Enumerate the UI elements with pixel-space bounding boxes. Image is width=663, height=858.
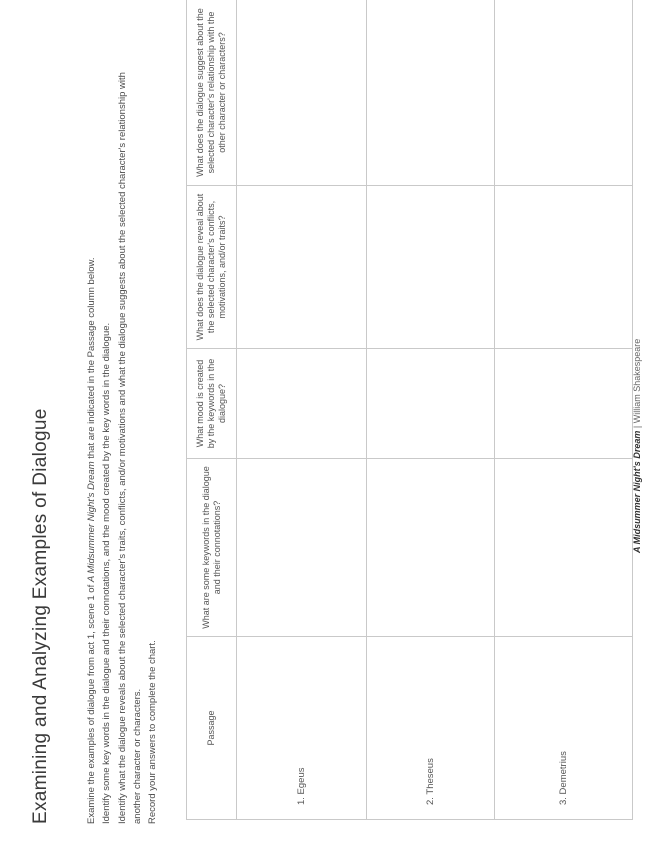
answer-cell[interactable] [237, 186, 367, 349]
header-relationship: What does the dialogue suggest about the selected character's relationship with the other character or characters? [187, 0, 237, 186]
answer-cell[interactable] [237, 459, 367, 637]
table-row [237, 0, 367, 820]
instruction-line-4: Record your answers to complete the chart. [147, 640, 159, 824]
instruction-1-text: Examine the examples of dialogue from act 1, scene 1 of [86, 582, 97, 824]
answer-cell[interactable] [495, 186, 633, 349]
answer-cell[interactable] [367, 459, 495, 637]
passage-egeus: 1. Egeus [237, 637, 367, 820]
footer-work-title: A Midsummer Night's Dream [632, 430, 642, 553]
answer-cell[interactable] [495, 349, 633, 459]
table-row [495, 0, 633, 820]
answer-cell[interactable] [237, 349, 367, 459]
dialogue-chart [186, 0, 633, 820]
header-mood: What mood is created by the keywords in the dialogue? [187, 349, 237, 459]
table-row [367, 0, 495, 820]
footer-author: William Shakespeare [632, 338, 642, 424]
header-reveal: What does the dialogue reveal about the selected character's conflicts, motivations, and/or traits? [187, 186, 237, 349]
instructions [84, 24, 160, 824]
instruction-line-2: Identify some key words in the dialogue and their connotations, and the mood created by the key words in the dialogue. [101, 322, 113, 824]
chart-header-row [187, 0, 237, 820]
footer [632, 339, 642, 553]
instruction-line-3: Identify what the dialogue reveals about the selected character's traits, conflicts, and/or motivations and what the dialogue suggests about the selected character's relationship with another character or characters. [116, 72, 143, 824]
answer-cell[interactable] [237, 0, 367, 186]
header-passage: Passage [187, 637, 237, 820]
instruction-1-text-end: that are indicated in the Passage column below. [86, 257, 97, 462]
answer-cell[interactable] [367, 349, 495, 459]
answer-cell[interactable] [367, 186, 495, 349]
answer-cell[interactable] [495, 459, 633, 637]
answer-cell[interactable] [367, 0, 495, 186]
passage-demetrius: 3. Demetrius [495, 637, 633, 820]
page-title: Examining and Analyzing Examples of Dialogue [30, 408, 51, 824]
answer-cell[interactable] [495, 0, 633, 186]
instruction-line-1 [84, 24, 99, 824]
passage-theseus: 2. Theseus [367, 637, 495, 820]
footer-separator: | [632, 425, 642, 429]
instruction-1-work-title: A Midsummer Night's Dream [86, 461, 97, 583]
header-keywords: What are some keywords in the dialogue and their connotations? [187, 459, 237, 637]
